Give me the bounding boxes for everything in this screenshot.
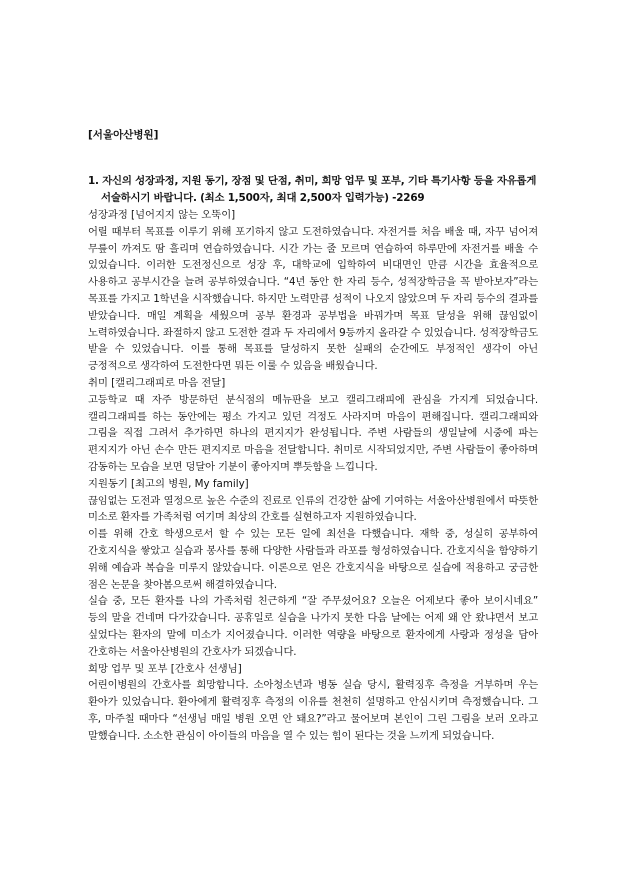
section-growth <box>88 207 538 375</box>
section-motivation <box>88 476 538 661</box>
question-prompt: 1. 자신의 성장과정, 지원 동기, 장점 및 단점, 취미, 희망 업무 및 포부, 기타 특기사항 등을 자유롭게 서술하시기 바랍니다. (최소 1,500자, 최대 2,500자 입력가능) -2269 <box>88 175 537 204</box>
section-hobby <box>88 375 538 476</box>
section-paragraph: 어릴 때부터 목표를 이루기 위해 포기하지 않고 도전하였습니다. 자전거를 처음 배울 때, 자꾸 넘어져 무릎이 까져도 땀 흘리며 연습하였습니다. 시간 가는 줄 모르며 연습하여 하루만에 자전거를 배울 수 있었습니다. 이러한 도전정신으로 성장 후, 대학교에 입학하여 비대면인 만큼 시간을 효율적으로 사용하고 공부시간을 늘려 공부하였습니다. “4년 동안 한 자리 등수, 성적장학금을 꼭 받아보자”라는 목표를 가지고 1학년을 시작했습니다. 하지만 노력만큼 성적이 나오지 않았으며 두 자리 등수의 결과를 받았습니다. 매일 계획을 세웠으며 공부 환경과 공부법을 바꿔가며 목표 달성을 위해 끊임없이 노력하였습니다. 좌절하지 않고 도전한 결과 두 자리에서 9등까지 올라갈 수 있었습니다. 성적장학금도 받을 수 있었습니다. 이를 통해 목표를 달성하지 못한 실패의 순간에도 부정적인 생각이 아닌 긍정적으로 생각하여 도전한다면 뭐든 이룰 수 있음을 배웠습니다. <box>88 225 538 373</box>
section-paragraph: 이를 위해 간호 학생으로서 할 수 있는 모든 일에 최선을 다했습니다. 재학 중, 성실히 공부하여 간호지식을 쌓았고 실습과 봉사를 통해 다양한 사람들과 라포를 형성하였습니다. 간호지식을 함양하기 위해 예습과 복습을 미루지 않았습니다. 이론으로 얻은 간호지식을 바탕으로 실습에 적용하고 궁금한 점은 논문을 찾아봄으로써 해결하였습니다. <box>88 528 538 591</box>
document-content <box>88 127 538 745</box>
section-paragraph: 실습 중, 모든 환자를 나의 가족처럼 친근하게 “잘 주무셨어요? 오늘은 어제보다 좋아 보이시네요” 등의 말을 건네며 다가갔습니다. 공휴일로 실습을 나가지 못한 다음 날에는 어제 왜 안 왔냐면서 보고 싶었다는 환자의 말에 미소가 지어졌습니다. 이러한 역량을 바탕으로 환자에게 사랑과 정성을 담아 간호하는 서울아산병원의 간호사가 되겠습니다. <box>88 595 538 658</box>
section-heading: 성장과정 [넘어지지 않는 오뚝이] <box>88 209 236 221</box>
section-paragraph: 끊임없는 도전과 열정으로 높은 수준의 진료로 인류의 건강한 삶에 기여하는 서울아산병원에서 따뜻한 미소로 환자를 가족처럼 여기며 최상의 간호를 실현하고자 지원하였습니다. <box>88 494 538 524</box>
section-heading: 희망 업무 및 포부 [간호사 선생님] <box>88 662 242 675</box>
section-paragraph: 어린이병원의 간호사를 희망합니다. 소아청소년과 병동 실습 당시, 활력징후 측정을 거부하며 우는 환아가 있었습니다. 환아에게 활력징후 측정의 이유를 천천히 설명하고 안심시키며 측정했습니다. 그 후, 마주칠 때마다 “선생님 매일 병원 오면 안 돼요?”라고 물어보며 본인이 그린 그림을 보러 오라고 말했습니다. 소소한 관심이 아이들의 마음을 열 수 있는 힘이 된다는 것을 느끼게 되었습니다. <box>88 679 538 742</box>
section-aspiration <box>88 661 538 745</box>
section-paragraph: 고등학교 때 자주 방문하던 분식점의 메뉴판을 보고 캘리그래피에 관심을 가지게 되었습니다. 캘리그래피를 하는 동안에는 평소 가지고 있던 걱정도 사라지며 마음이 편해집니다. 캘리그래피와 그림을 직접 그려서 추가하면 하나의 편지지가 완성됩니다. 주변 사람들의 생일날에 시중에 파는 편지지가 아닌 손수 만든 편지지로 마음을 전달합니다. 취미로 시작되었지만, 주변 사람들이 좋아하며 감동하는 모습을 보면 덩달아 기분이 좋아지며 뿌듯함을 느낍니다. <box>88 393 538 473</box>
section-heading: 취미 [캘리그래피로 마음 전달] <box>88 376 226 389</box>
section-heading: 지원동기 [최고의 병원, My family] <box>88 477 249 490</box>
hospital-title: [서울아산병원] <box>88 129 159 141</box>
